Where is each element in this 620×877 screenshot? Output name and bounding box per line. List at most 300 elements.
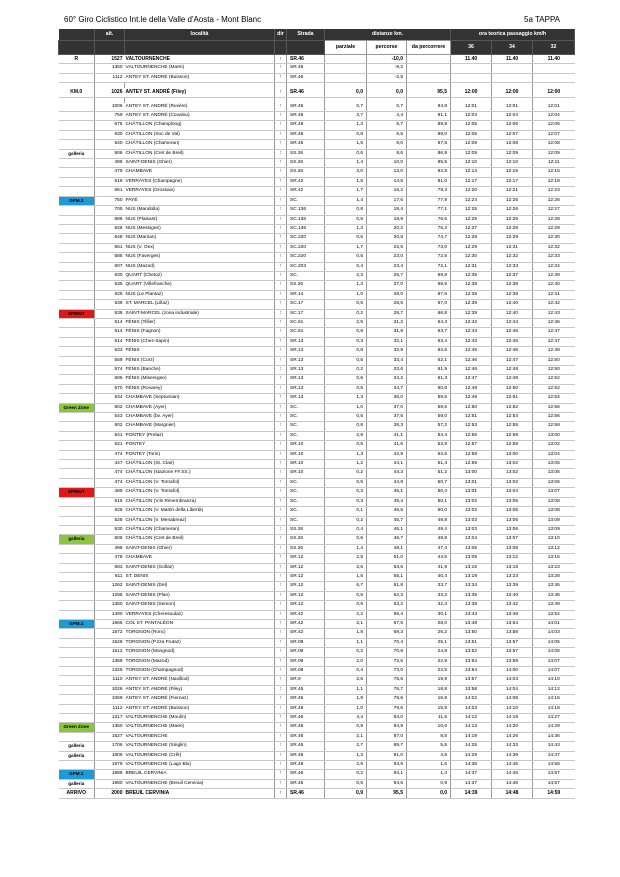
direction-icon: ↑ bbox=[275, 450, 287, 459]
altitude: 489 bbox=[95, 488, 125, 497]
location: SAINT-MARCEL (zona industriale) bbox=[125, 309, 275, 318]
location: CHÂTILLON (Chameran) bbox=[125, 140, 275, 149]
location: NUS (Mazod) bbox=[125, 262, 275, 271]
time-32: 14:36 bbox=[533, 732, 575, 741]
partial-km: 0,3 bbox=[325, 337, 367, 346]
road: SR.13 bbox=[287, 366, 325, 375]
road: SC.203 bbox=[287, 262, 325, 271]
direction-icon: ↑ bbox=[275, 234, 287, 243]
direction-icon: ↑ bbox=[275, 177, 287, 186]
altitude: 686 bbox=[95, 215, 125, 224]
time-34: 12:10 bbox=[492, 159, 533, 168]
header-dir: dir bbox=[275, 29, 287, 41]
row-tag bbox=[59, 347, 95, 356]
km-remaining: 89,0 bbox=[407, 130, 451, 139]
altitude: 1350 bbox=[95, 64, 125, 73]
altitude: 1112 bbox=[95, 704, 125, 713]
table-row bbox=[59, 648, 575, 657]
time-32: 12:33 bbox=[533, 253, 575, 262]
partial-km: 0,9 bbox=[325, 601, 367, 610]
altitude: 478 bbox=[95, 554, 125, 563]
partial-km: 2,9 bbox=[325, 554, 367, 563]
table-row bbox=[59, 168, 575, 177]
time-32: 14:29 bbox=[533, 723, 575, 732]
km-remaining: 50,4 bbox=[407, 488, 451, 497]
time-36: 12:31 bbox=[451, 262, 492, 271]
time-32: 12:49 bbox=[533, 347, 575, 356]
time-34: 14:48 bbox=[492, 789, 533, 798]
tunnel-label: galleria bbox=[59, 751, 95, 760]
time-32: 12:28 bbox=[533, 215, 575, 224]
location: NUS (Marsan) bbox=[125, 234, 275, 243]
time-36: 12:05 bbox=[451, 121, 492, 130]
time-32: 13:09 bbox=[533, 525, 575, 534]
km-remaining: 24,9 bbox=[407, 648, 451, 657]
location: VALTOURNENCHE (Maën) bbox=[125, 64, 275, 73]
table-row bbox=[59, 619, 575, 628]
time-36: 12:38 bbox=[451, 290, 492, 299]
time-36: 13:38 bbox=[451, 601, 492, 610]
road: SR.10 bbox=[287, 460, 325, 469]
altitude: 515 bbox=[95, 497, 125, 506]
row-tag bbox=[59, 525, 95, 534]
time-34: 13:00 bbox=[492, 450, 533, 459]
direction-icon: ↑ bbox=[275, 88, 287, 97]
table-row bbox=[59, 55, 575, 64]
header-strada: Strada bbox=[287, 29, 325, 41]
altitude: 1317 bbox=[95, 714, 125, 723]
km-remaining: 33,7 bbox=[407, 582, 451, 591]
time-32: 14:43 bbox=[533, 742, 575, 751]
km-done: 95,5 bbox=[367, 789, 407, 798]
table-row bbox=[59, 761, 575, 770]
km-remaining: 50,0 bbox=[407, 507, 451, 516]
direction-icon: ↑ bbox=[275, 328, 287, 337]
time-32: 13:10 bbox=[533, 535, 575, 544]
altitude: 630 bbox=[95, 271, 125, 280]
direction-icon: ↑ bbox=[275, 751, 287, 760]
row-tag bbox=[59, 478, 95, 487]
table-row bbox=[59, 591, 575, 600]
location: PAYÉ bbox=[125, 196, 275, 205]
road: SR.12 bbox=[287, 554, 325, 563]
time-34: 12:21 bbox=[492, 187, 533, 196]
table-row bbox=[59, 779, 575, 788]
altitude: 570 bbox=[95, 384, 125, 393]
road: SR.09 bbox=[287, 657, 325, 666]
location: ANTEY ST. ANDRÉ (Navillod) bbox=[125, 676, 275, 685]
km-done: 55,1 bbox=[367, 572, 407, 581]
time-32: 13:16 bbox=[533, 554, 575, 563]
altitude: 1979 bbox=[95, 761, 125, 770]
time-36 bbox=[451, 73, 492, 82]
time-32: 12:43 bbox=[533, 309, 575, 318]
km-remaining: 25,1 bbox=[407, 638, 451, 647]
partial-km: 0,6 bbox=[325, 234, 367, 243]
partial-km: 2,1 bbox=[325, 732, 367, 741]
time-34: 12:58 bbox=[492, 431, 533, 440]
location: CHÂTILLON (Cret de Breil) bbox=[125, 149, 275, 158]
classification-badge: SPRINT bbox=[59, 309, 95, 318]
time-34 bbox=[492, 64, 533, 73]
location: FÉNIS (Banche) bbox=[125, 366, 275, 375]
km-remaining bbox=[407, 73, 451, 82]
location: NUS (V. Gex) bbox=[125, 243, 275, 252]
km-done: 53,6 bbox=[367, 563, 407, 572]
time-34: 13:18 bbox=[492, 563, 533, 572]
row-tag bbox=[59, 516, 95, 525]
km-done: 46,1 bbox=[367, 525, 407, 534]
time-32: 13:08 bbox=[533, 507, 575, 516]
road: SR.46 bbox=[287, 723, 325, 732]
time-36: 14:12 bbox=[451, 714, 492, 723]
time-34: 12:38 bbox=[492, 281, 533, 290]
time-34: 13:12 bbox=[492, 554, 533, 563]
row-tag bbox=[59, 563, 95, 572]
location: SAINT-DENIS (Plan) bbox=[125, 591, 275, 600]
row-tag bbox=[59, 112, 95, 121]
time-32 bbox=[533, 64, 575, 73]
time-34: 12:09 bbox=[492, 149, 533, 158]
km-done: 70,4 bbox=[367, 638, 407, 647]
location: FÉNIS (Chez-Sapin) bbox=[125, 337, 275, 346]
road: SC. bbox=[287, 403, 325, 412]
direction-icon: ↑ bbox=[275, 516, 287, 525]
table-row bbox=[59, 149, 575, 158]
direction-icon: ↑ bbox=[275, 770, 287, 779]
partial-km: 0,4 bbox=[325, 525, 367, 534]
partial-km: 3,7 bbox=[325, 112, 367, 121]
time-36: 12:29 bbox=[451, 243, 492, 252]
altitude: 543 bbox=[95, 413, 125, 422]
table-row bbox=[59, 742, 575, 751]
altitude: 518 bbox=[95, 177, 125, 186]
partial-km: 1,3 bbox=[325, 121, 367, 130]
table-row bbox=[59, 751, 575, 760]
km-remaining: 89,8 bbox=[407, 121, 451, 130]
road: SC. bbox=[287, 271, 325, 280]
header-percorse: percorse bbox=[367, 41, 407, 55]
partial-km: 1,3 bbox=[325, 394, 367, 403]
km-remaining: 49,4 bbox=[407, 525, 451, 534]
partial-km: 6,7 bbox=[325, 582, 367, 591]
time-36: 14:37 bbox=[451, 770, 492, 779]
itinerary-table bbox=[58, 29, 575, 799]
location: ANTEY ST. ANDRÉ (Buisson) bbox=[125, 704, 275, 713]
location: SAINT-DENIS (Ghier) bbox=[125, 544, 275, 553]
km-done: 23,4 bbox=[367, 262, 407, 271]
direction-icon: ↑ bbox=[275, 431, 287, 440]
time-32: 14:01 bbox=[533, 619, 575, 628]
row-tag bbox=[59, 281, 95, 290]
header-alt: alt. bbox=[95, 29, 125, 41]
road: SC.61 bbox=[287, 328, 325, 337]
partial-km: 0,5 bbox=[325, 356, 367, 365]
row-tag: ARRIVO bbox=[59, 789, 95, 798]
time-36: 13:03 bbox=[451, 516, 492, 525]
time-34: 13:39 bbox=[492, 582, 533, 591]
time-32: 12:29 bbox=[533, 224, 575, 233]
altitude: 514 bbox=[95, 337, 125, 346]
time-36: 13:54 bbox=[451, 657, 492, 666]
km-remaining: 58,0 bbox=[407, 413, 451, 422]
time-32: 12:47 bbox=[533, 337, 575, 346]
location: CHÂTILLON (Champlong) bbox=[125, 121, 275, 130]
time-32: 13:54 bbox=[533, 610, 575, 619]
time-34: 12:28 bbox=[492, 224, 533, 233]
time-36: 14:29 bbox=[451, 751, 492, 760]
direction-icon: ↑ bbox=[275, 64, 287, 73]
time-34: 13:06 bbox=[492, 525, 533, 534]
km-done: 65,4 bbox=[367, 610, 407, 619]
row-tag bbox=[59, 657, 95, 666]
direction-icon: ↑ bbox=[275, 356, 287, 365]
table-row bbox=[59, 403, 575, 412]
time-32: 12:34 bbox=[533, 262, 575, 271]
location: NUS (Plaisant) bbox=[125, 215, 275, 224]
time-36: 13:48 bbox=[451, 619, 492, 628]
row-tag bbox=[59, 318, 95, 327]
table-row bbox=[59, 177, 575, 186]
km-done: 22,5 bbox=[367, 243, 407, 252]
location: SAINT-DENIS (Ghier) bbox=[125, 159, 275, 168]
row-tag bbox=[59, 638, 95, 647]
time-34: 12:45 bbox=[492, 328, 533, 337]
km-remaining: 91,1 bbox=[407, 112, 451, 121]
km-remaining: 69,8 bbox=[407, 271, 451, 280]
time-36: 12:50 bbox=[451, 403, 492, 412]
direction-icon: ↑ bbox=[275, 460, 287, 469]
direction-icon: ↑ bbox=[275, 403, 287, 412]
time-34: 14:10 bbox=[492, 704, 533, 713]
location: NUS (Mandolla) bbox=[125, 206, 275, 215]
table-row bbox=[59, 469, 575, 478]
location: CHAMBAVE (Septumian) bbox=[125, 394, 275, 403]
table-row bbox=[59, 413, 575, 422]
km-done: 6,5 bbox=[367, 130, 407, 139]
direction-icon: ↑ bbox=[275, 196, 287, 205]
km-remaining: 48,8 bbox=[407, 535, 451, 544]
row-tag bbox=[59, 253, 95, 262]
time-32: 12:58 bbox=[533, 422, 575, 431]
time-36: 13:02 bbox=[451, 497, 492, 506]
time-34: 12:49 bbox=[492, 375, 533, 384]
km-done: 0,0 bbox=[367, 88, 407, 97]
table-row bbox=[59, 130, 575, 139]
road: SC.220 bbox=[287, 234, 325, 243]
km-done: 78,6 bbox=[367, 695, 407, 704]
partial-km: 4,4 bbox=[325, 714, 367, 723]
row-tag bbox=[59, 761, 95, 770]
partial-km: 0,5 bbox=[325, 478, 367, 487]
km-remaining: 63,4 bbox=[407, 337, 451, 346]
km-done: 33,6 bbox=[367, 366, 407, 375]
row-tag bbox=[59, 140, 95, 149]
partial-km: 2,6 bbox=[325, 563, 367, 572]
altitude: 1809 bbox=[95, 751, 125, 760]
table-row bbox=[59, 253, 575, 262]
km-done: 93,9 bbox=[367, 761, 407, 770]
tunnel-label: galleria bbox=[59, 149, 95, 158]
itinerary-body bbox=[59, 55, 575, 799]
row-tag bbox=[59, 732, 95, 741]
partial-km: 0,2 bbox=[325, 648, 367, 657]
altitude: 1325 bbox=[95, 667, 125, 676]
time-34: 12:15 bbox=[492, 168, 533, 177]
row-tag bbox=[59, 714, 95, 723]
km-remaining: 58,5 bbox=[407, 403, 451, 412]
partial-km: 0,9 bbox=[325, 789, 367, 798]
time-34: 13:40 bbox=[492, 591, 533, 600]
table-row bbox=[59, 206, 575, 215]
time-32: 13:02 bbox=[533, 441, 575, 450]
road: SR.46 bbox=[287, 695, 325, 704]
partial-km: 0,2 bbox=[325, 770, 367, 779]
time-36: 12:25 bbox=[451, 215, 492, 224]
time-34: 13:05 bbox=[492, 516, 533, 525]
km-remaining: 51,4 bbox=[407, 460, 451, 469]
road: SC. bbox=[287, 196, 325, 205]
altitude: 1350 bbox=[95, 723, 125, 732]
table-row bbox=[59, 450, 575, 459]
time-32: 14:10 bbox=[533, 676, 575, 685]
location: VALTOURNENCHE (Singlin) bbox=[125, 742, 275, 751]
km-remaining: 15,9 bbox=[407, 704, 451, 713]
row-tag bbox=[59, 375, 95, 384]
time-34: 12:55 bbox=[492, 422, 533, 431]
table-row bbox=[59, 610, 575, 619]
time-34: 12:40 bbox=[492, 309, 533, 318]
road: SC.17 bbox=[287, 300, 325, 309]
partial-km: 1,4 bbox=[325, 544, 367, 553]
time-36: 12:46 bbox=[451, 356, 492, 365]
altitude: 479 bbox=[95, 168, 125, 177]
location: BREUIL CERVINIA bbox=[125, 770, 275, 779]
time-34: 12:26 bbox=[492, 215, 533, 224]
time-34: 14:08 bbox=[492, 695, 533, 704]
km-done: 72,6 bbox=[367, 657, 407, 666]
road: SR.13 bbox=[287, 356, 325, 365]
time-36: 14:19 bbox=[451, 732, 492, 741]
km-done: -2,9 bbox=[367, 73, 407, 82]
time-34: 13:42 bbox=[492, 601, 533, 610]
partial-km: 1,8 bbox=[325, 629, 367, 638]
road: SS.26 bbox=[287, 159, 325, 168]
partial-km: 0,8 bbox=[325, 422, 367, 431]
km-done: 69,3 bbox=[367, 629, 407, 638]
location: CHÂTILLON (Chameran) bbox=[125, 525, 275, 534]
location: SAINT-DENIS (Del) bbox=[125, 582, 275, 591]
km-done: 34,7 bbox=[367, 384, 407, 393]
time-34: 13:04 bbox=[492, 488, 533, 497]
time-36: 13:19 bbox=[451, 572, 492, 581]
row-tag bbox=[59, 695, 95, 704]
time-32: 12:56 bbox=[533, 403, 575, 412]
partial-km: 0,2 bbox=[325, 366, 367, 375]
km-done: 4,4 bbox=[367, 112, 407, 121]
time-36: 12:01 bbox=[451, 103, 492, 112]
partial-km: 2,6 bbox=[325, 676, 367, 685]
row-tag bbox=[59, 168, 95, 177]
km-remaining: 72,1 bbox=[407, 262, 451, 271]
altitude: 521 bbox=[95, 441, 125, 450]
location: PONTEY (Prelaz) bbox=[125, 431, 275, 440]
direction-icon: ↑ bbox=[275, 384, 287, 393]
partial-km: 0,0 bbox=[325, 88, 367, 97]
altitude: 1368 bbox=[95, 657, 125, 666]
direction-icon: ↑ bbox=[275, 271, 287, 280]
altitude: 1295 bbox=[95, 591, 125, 600]
km-remaining: 10,6 bbox=[407, 723, 451, 732]
road: SS.26 bbox=[287, 281, 325, 290]
km-done: 0,7 bbox=[367, 103, 407, 112]
table-row bbox=[59, 300, 575, 309]
km-remaining: 49,8 bbox=[407, 516, 451, 525]
road: SR.13 bbox=[287, 375, 325, 384]
location: NUS (Messigné) bbox=[125, 224, 275, 233]
row-tag bbox=[59, 685, 95, 694]
time-34: 12:47 bbox=[492, 356, 533, 365]
direction-icon: ↑ bbox=[275, 544, 287, 553]
direction-icon: ↑ bbox=[275, 413, 287, 422]
location: CHÂTILLON (stazione FF.SS.) bbox=[125, 469, 275, 478]
km-remaining: 67,5 bbox=[407, 290, 451, 299]
road: SC.220 bbox=[287, 243, 325, 252]
table-row bbox=[59, 384, 575, 393]
direction-icon: ↑ bbox=[275, 667, 287, 676]
time-32: 11.40 bbox=[533, 55, 575, 64]
partial-km: 0,5 bbox=[325, 413, 367, 422]
row-tag bbox=[59, 215, 95, 224]
location: CHAMBAVE (bv. Ayer) bbox=[125, 413, 275, 422]
km-remaining: 50,7 bbox=[407, 478, 451, 487]
time-34: 12:45 bbox=[492, 337, 533, 346]
km-remaining: 82,5 bbox=[407, 168, 451, 177]
altitude: 528 bbox=[95, 516, 125, 525]
altitude: 630 bbox=[95, 130, 125, 139]
road: SR.46 bbox=[287, 704, 325, 713]
location: NUS (Le Plantaz) bbox=[125, 290, 275, 299]
km-done: 28,0 bbox=[367, 290, 407, 299]
road: SR.45 bbox=[287, 685, 325, 694]
time-36: 13:01 bbox=[451, 488, 492, 497]
table-row bbox=[59, 507, 575, 516]
header-localita: località bbox=[125, 29, 275, 41]
km-remaining: 44,5 bbox=[407, 554, 451, 563]
time-34: 12:46 bbox=[492, 347, 533, 356]
altitude: 602 bbox=[95, 422, 125, 431]
partial-km: 1,5 bbox=[325, 177, 367, 186]
time-32: 12:08 bbox=[533, 140, 575, 149]
km-done: 70,6 bbox=[367, 648, 407, 657]
road: SR.42 bbox=[287, 187, 325, 196]
km-remaining: 66,8 bbox=[407, 309, 451, 318]
location: ANTEY ST. ANDRÉ (Filey) bbox=[125, 88, 275, 97]
row-tag bbox=[59, 582, 95, 591]
road: SC. bbox=[287, 507, 325, 516]
km-remaining: 60,8 bbox=[407, 384, 451, 393]
partial-km: 1,4 bbox=[325, 196, 367, 205]
time-32: 13:04 bbox=[533, 450, 575, 459]
location: NUS (Faverges) bbox=[125, 253, 275, 262]
direction-icon: ↑ bbox=[275, 732, 287, 741]
partial-km: 1,9 bbox=[325, 695, 367, 704]
direction-icon: ↑ bbox=[275, 497, 287, 506]
km-done: 87,0 bbox=[367, 732, 407, 741]
km-remaining: 8,5 bbox=[407, 732, 451, 741]
altitude: 1360 bbox=[95, 601, 125, 610]
table-row bbox=[59, 215, 575, 224]
